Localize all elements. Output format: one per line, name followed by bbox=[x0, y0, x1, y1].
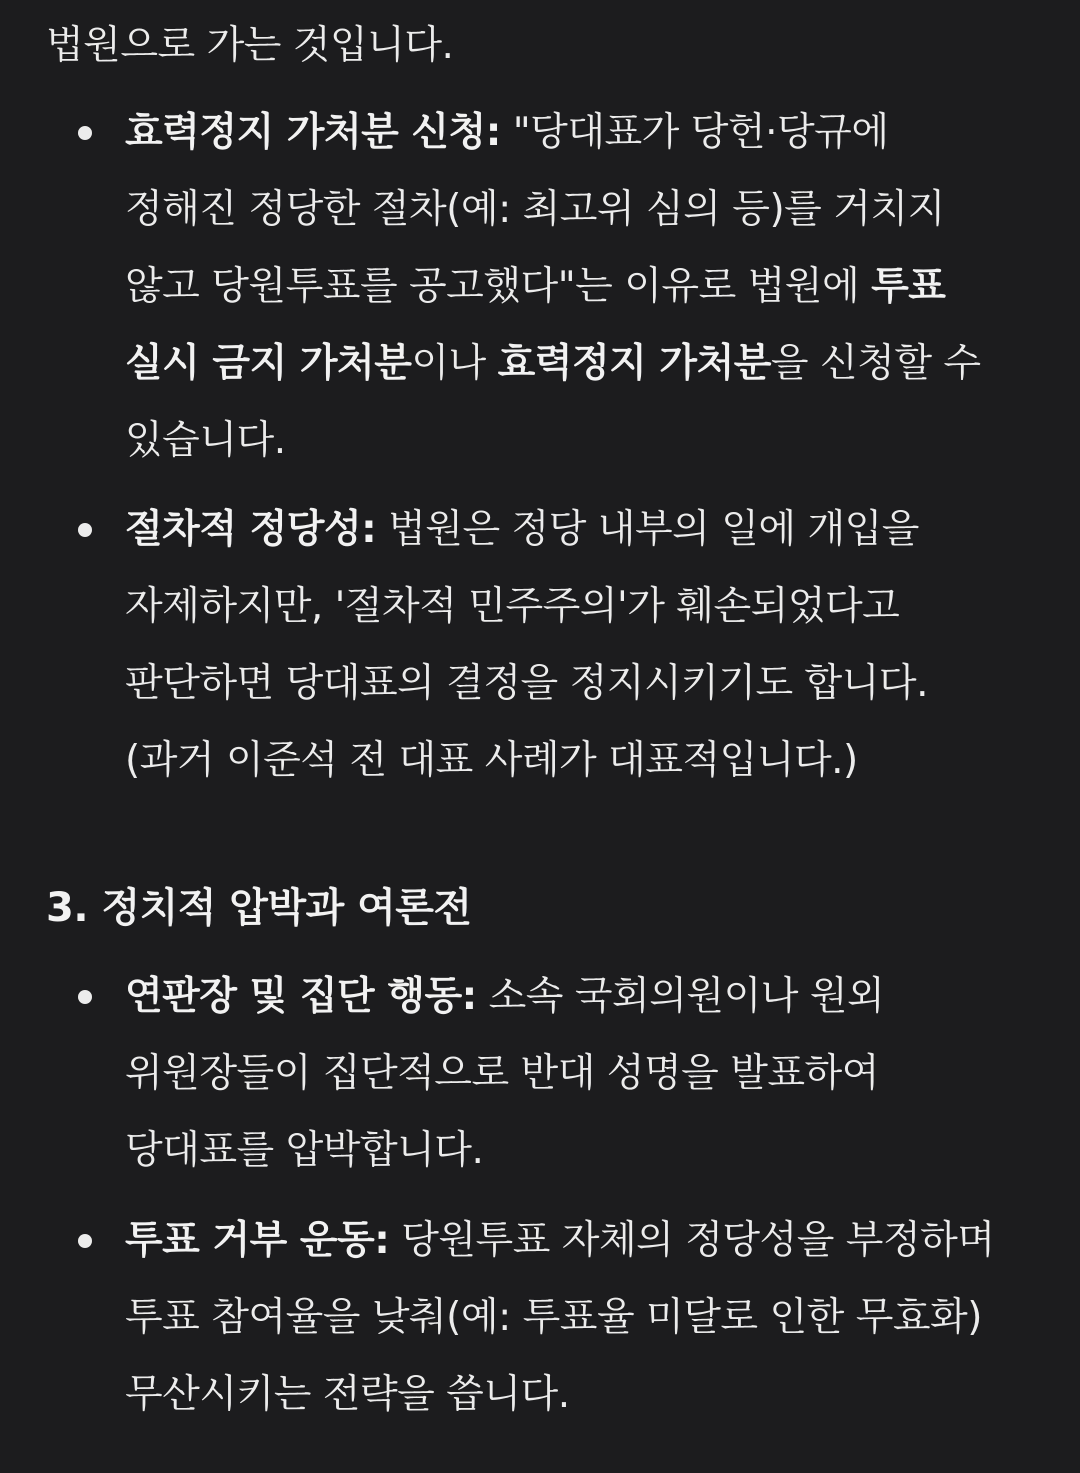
list-item-line bbox=[125, 337, 981, 391]
bullet-text: "당대표가 당헌·당규에 bbox=[500, 110, 889, 155]
bullet-dot bbox=[78, 990, 92, 1004]
list-item-line bbox=[125, 414, 286, 468]
list-item-line bbox=[125, 260, 945, 314]
bullet-emphasis: 투표 bbox=[871, 264, 946, 309]
bullet-dot bbox=[78, 523, 92, 537]
list-item-line bbox=[125, 580, 899, 634]
list-item-line bbox=[125, 1124, 483, 1178]
list-item-line bbox=[125, 503, 919, 557]
list-item-line bbox=[125, 1047, 879, 1101]
bullet-text: 판단하면 당대표의 결정을 정지시키기도 합니다. bbox=[125, 661, 928, 706]
bullet-emphasis: 실시 금지 가처분 bbox=[125, 341, 412, 386]
bullet-text: 법원은 정당 내부의 일에 개입을 bbox=[376, 507, 919, 552]
bullet-text: 당원투표 자체의 정당성을 부정하며 bbox=[389, 1218, 995, 1263]
bullet-term: 절차적 정당성: bbox=[125, 507, 377, 552]
bullet-text: 당대표를 압박합니다. bbox=[125, 1128, 484, 1173]
intro-text: 법원으로 가는 것입니다. bbox=[46, 23, 454, 68]
bullet-text: 을 신청할 수 bbox=[770, 341, 981, 386]
bullet-text: 투표 참여율을 낮춰(예: 투표율 미달로 인한 무효화) bbox=[125, 1295, 982, 1340]
bullet-emphasis: 효력정지 가처분 bbox=[497, 341, 771, 386]
bullet-text: 이나 bbox=[411, 341, 498, 386]
list-item-line bbox=[125, 183, 945, 237]
bullet-text: 자제하지만, '절차적 민주주의'가 훼손되었다고 bbox=[125, 584, 900, 629]
list-item-line bbox=[125, 1214, 995, 1268]
paragraph-line bbox=[46, 19, 453, 73]
bullet-term: 효력정지 가처분 신청: bbox=[125, 110, 501, 155]
list-item-line bbox=[125, 1291, 982, 1345]
list-item-line bbox=[125, 1368, 570, 1422]
bullet-text: 정해진 정당한 절차(예: 최고위 심의 등)를 거치지 bbox=[125, 187, 945, 232]
list-item-line bbox=[125, 657, 928, 711]
bullet-text: (과거 이준석 전 대표 사례가 대표적입니다.) bbox=[125, 738, 858, 783]
bullet-text: 않고 당원투표를 공고했다"는 이유로 법원에 bbox=[125, 264, 872, 309]
bullet-dot bbox=[78, 126, 92, 140]
bullet-text: 무산시키는 전략을 씁니다. bbox=[125, 1372, 570, 1417]
section-heading: 3. 정치적 압박과 여론전 bbox=[46, 885, 472, 931]
list-item-line bbox=[125, 734, 858, 788]
bullet-dot bbox=[78, 1234, 92, 1248]
bullet-text: 있습니다. bbox=[125, 418, 286, 463]
bullet-text: 위원장들이 집단적으로 반대 성명을 발표하여 bbox=[125, 1051, 879, 1096]
list-item-line bbox=[125, 970, 884, 1024]
bullet-text: 소속 국회의원이나 원외 bbox=[476, 974, 885, 1019]
bullet-term: 투표 거부 운동: bbox=[125, 1218, 390, 1263]
list-item-line bbox=[125, 106, 889, 160]
bullet-term: 연판장 및 집단 행동: bbox=[125, 974, 477, 1019]
